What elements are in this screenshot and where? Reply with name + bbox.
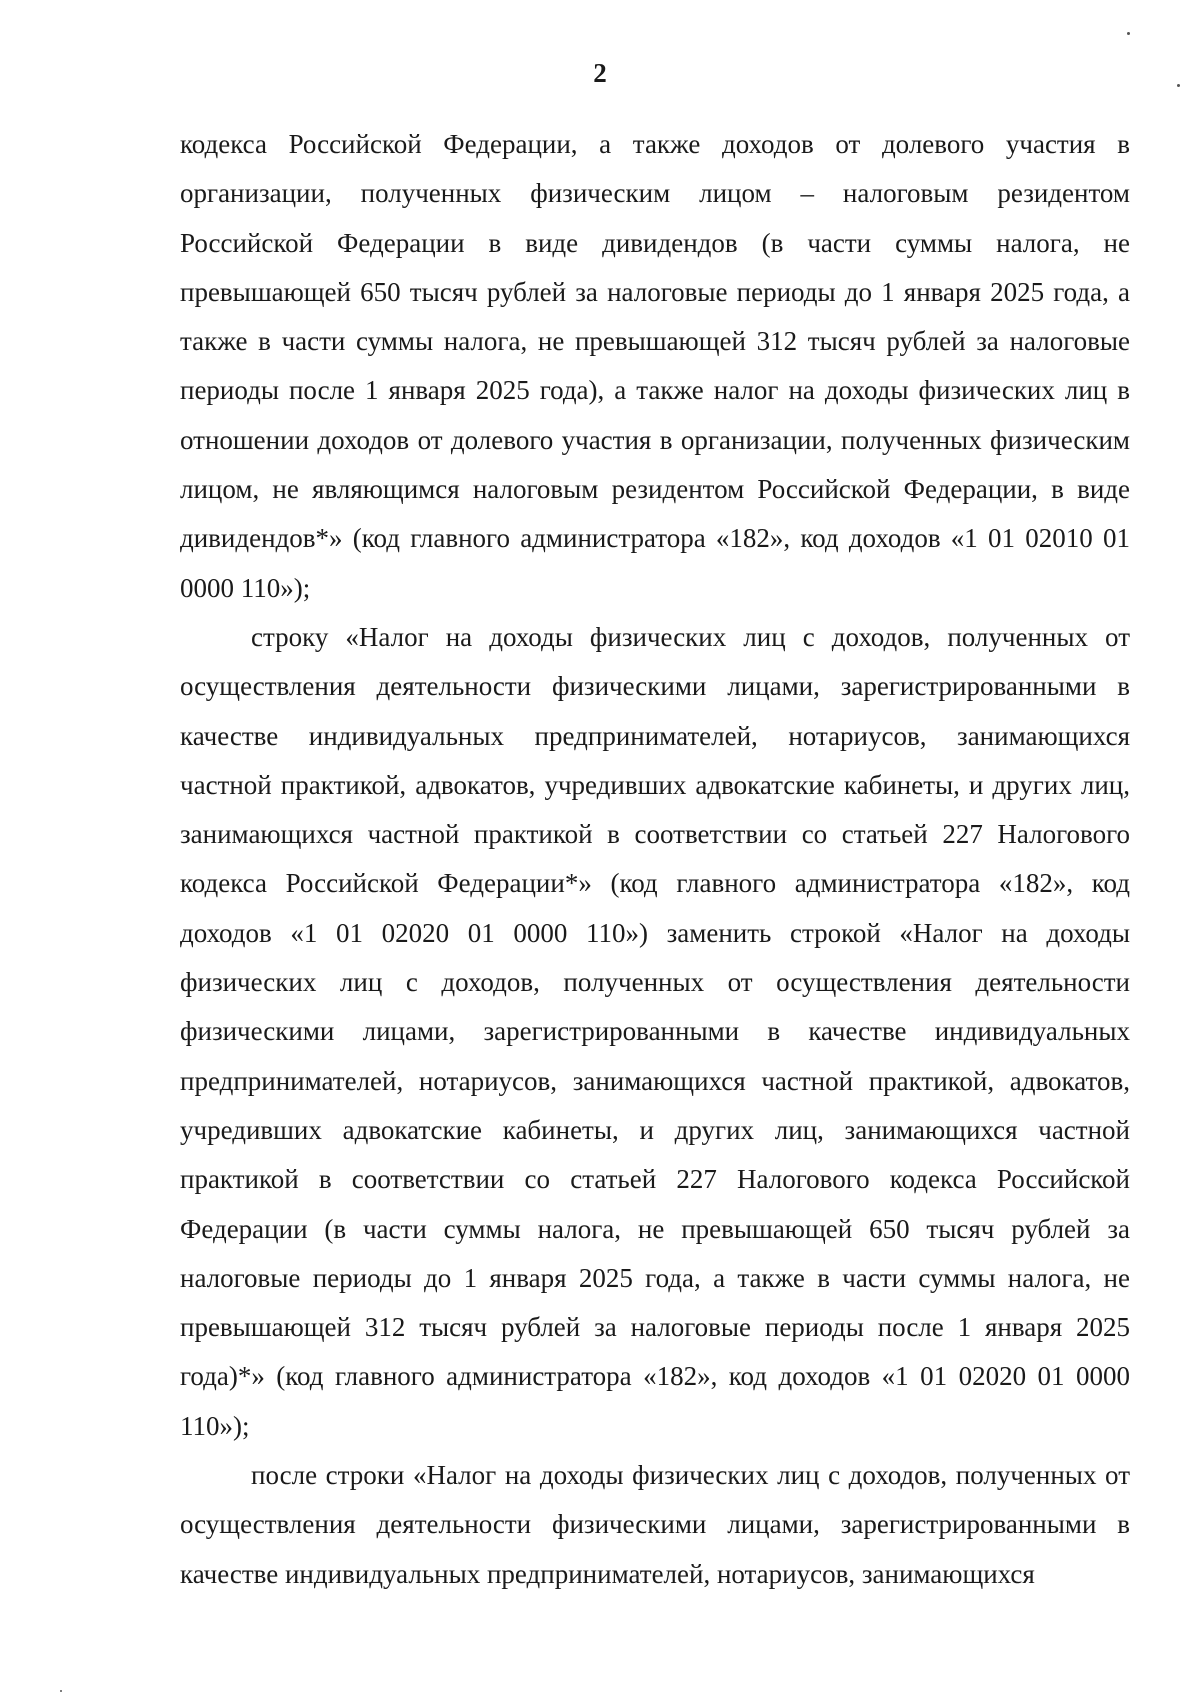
- scan-speck: [60, 1690, 62, 1692]
- page-number: 2: [593, 58, 607, 88]
- document-body: [180, 120, 1130, 1599]
- scan-speck: [1177, 84, 1180, 87]
- paragraph-replace-line: строку «Налог на доходы физических лиц с доходов, полученных от осуществления деятельности физическими лицами, зарегистрированными в качестве индивидуальных предпринимателей, нотариусов, занимающихся частной практикой, адвокатов, учредивших адвокатские кабинеты, и других лиц, занимающихся частной практикой в соответствии со статьей 227 Налогового кодекса Российской Федерации*» (код главного администратора «182», код доходов «1 01 02020 01 0000 110») заменить строкой «Налог на доходы физических лиц с доходов, полученных от осуществления деятельности физическими лицами, зарегистрированными в качестве индивидуальных предпринимателей, нотариусов, занимающихся частной практикой, адвокатов, учредивших адвокатские кабинеты, и других лиц, занимающихся частной практикой в соответствии со статьей 227 Налогового кодекса Российской Федерации (в части суммы налога, не превышающей 650 тысяч рублей за налоговые периоды до 1 января 2025 года, а также в части суммы налога, не превышающей 312 тысяч рублей за налоговые периоды после 1 января 2025 года)*» (код главного администратора «182», код доходов «1 01 02020 01 0000 110»);: [180, 621, 1130, 1441]
- paragraph-after-line: после строки «Налог на доходы физических лиц с доходов, полученных от осуществления деятельности физическими лицами, зарегистрированными в качестве индивидуальных предпринимателей, нотариусов, занимающихся: [180, 1460, 1130, 1589]
- paragraph-continuation: кодекса Российской Федерации, а также доходов от долевого участия в организации, полученных физическим лицом – налоговым резидентом Российской Федерации в виде дивидендов (в части суммы налога, не превышающей 650 тысяч рублей за налоговые периоды до 1 января 2025 года, а также в части суммы налога, не превышающей 312 тысяч рублей за налоговые периоды после 1 января 2025 года), а также налог на доходы физических лиц в отношении доходов от долевого участия в организации, полученных физическим лицом, не являющимся налоговым резидентом Российской Федерации, в виде дивидендов*» (код главного администратора «182», код доходов «1 01 02010 01 0000 110»);: [180, 129, 1130, 603]
- scan-speck: [1127, 32, 1130, 35]
